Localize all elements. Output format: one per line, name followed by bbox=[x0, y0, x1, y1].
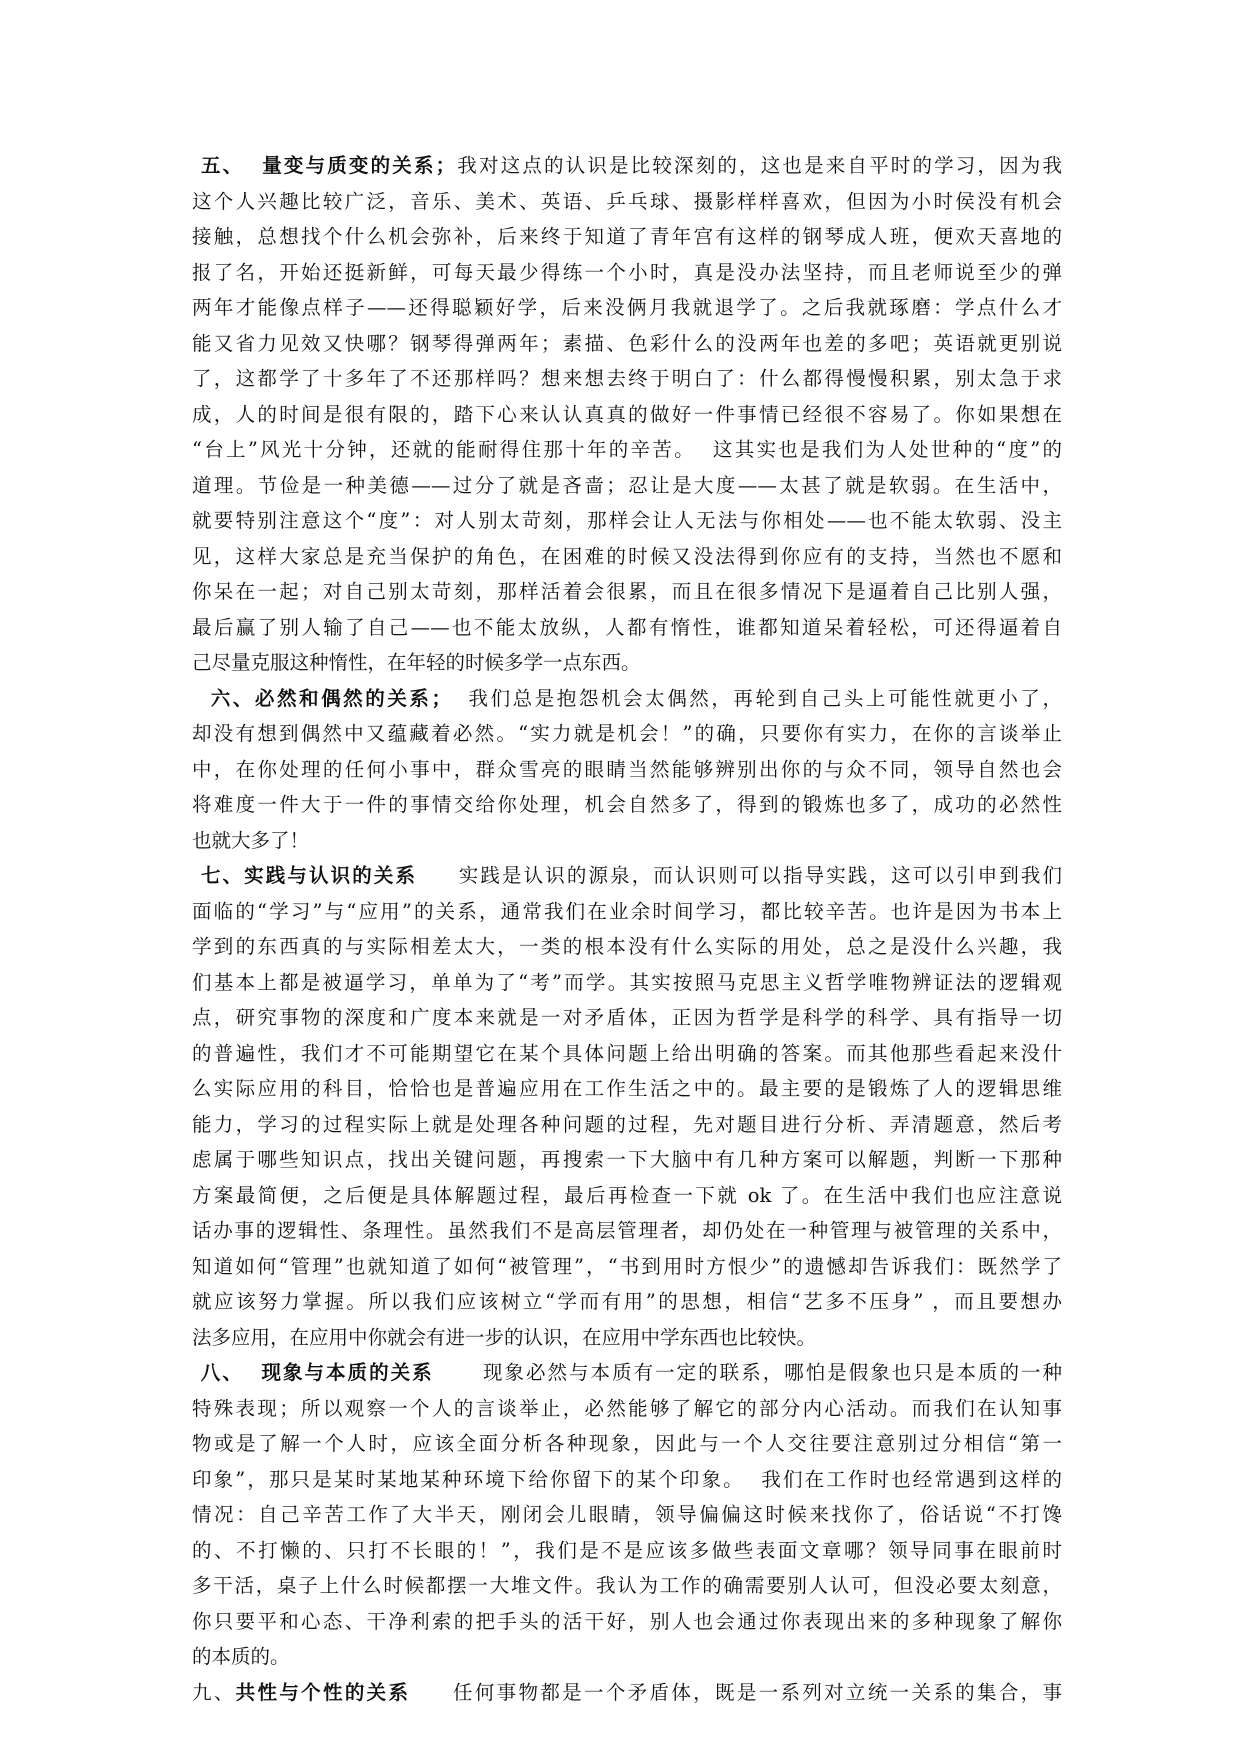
text-line bbox=[192, 1675, 1062, 1711]
text-line bbox=[192, 397, 1062, 433]
text-line bbox=[192, 1036, 1062, 1072]
body-text: 知道如何“管理”也就知道了如何“被管理”，“书到用时方恨少”的遗憾却告诉我们：既然学了 bbox=[192, 1254, 1062, 1278]
body-text: 你只要平和心态、干净利索的把手头的活干好，别人也会通过你表现出来的多种现象了解你 bbox=[192, 1609, 1062, 1633]
body-text: 虑属于哪些知识点，找出关键问题，再搜索一下大脑中有几种方案可以解题，判断一下那种 bbox=[192, 1148, 1062, 1171]
text-line bbox=[192, 1320, 1062, 1356]
body-text: 的普遍性，我们才不可能期望它在某个具体问题上给出明确的答案。而其他那些看起来没什 bbox=[192, 1041, 1062, 1065]
body-text: 就要特别注意这个“度”：对人别太苛刻，那样会让人无法与你相处——也不能太软弱、没主 bbox=[192, 509, 1062, 532]
body-text: 成，人的时间是很有限的，踏下心来认认真真的做好一件事情已经很不容易了。你如果想在 bbox=[192, 402, 1062, 426]
body-text: 印象”，那只是某时某地某种环境下给你留下的某个印象。 我们在工作时也经常遇到这样的 bbox=[192, 1467, 1062, 1491]
section-heading: 七、实践与认识的关系 bbox=[192, 864, 418, 887]
body-text: 物或是了解一个人时，应该全面分析各种现象，因此与一个人交往要注意别过分相信“第一 bbox=[192, 1432, 1062, 1455]
text-line bbox=[192, 326, 1062, 362]
body-text: 么实际应用的科目，恰恰也是普遍应用在工作生活之中的。最主要的是锻炼了人的逻辑思维 bbox=[192, 1077, 1062, 1100]
text-line bbox=[192, 1000, 1062, 1036]
text-line bbox=[192, 1284, 1062, 1320]
text-line bbox=[192, 1568, 1062, 1604]
text-line bbox=[192, 894, 1062, 930]
text-line bbox=[192, 610, 1062, 646]
body-text: 将难度一件大于一件的事情交给你处理，机会自然多了，得到的锻炼也多了，成功的必然性 bbox=[192, 793, 1062, 816]
text-line bbox=[192, 1639, 1062, 1675]
text-line bbox=[192, 1178, 1062, 1214]
body-text: 己尽量克服这种惰性，在年轻的时候多学一点东西。 bbox=[192, 651, 641, 674]
text-line bbox=[192, 468, 1062, 504]
text-line bbox=[192, 1426, 1062, 1462]
text-line bbox=[192, 1497, 1062, 1533]
text-line bbox=[192, 539, 1062, 575]
text-line bbox=[192, 361, 1062, 397]
text-line bbox=[192, 255, 1062, 291]
body-text: 能又省力见效又快哪？钢琴得弹两年；素描、色彩什么的没两年也差的多吧；英语就更别说 bbox=[192, 331, 1062, 355]
text-line bbox=[192, 787, 1062, 823]
body-text: 最后赢了别人输了自己——也不能太放纵，人都有惰性，谁都知道呆着轻松，可还得逼着自 bbox=[192, 615, 1062, 639]
body-text: 法多应用，在应用中你就会有进一步的认识，在应用中学东西也比较快。 bbox=[192, 1325, 817, 1349]
body-text: 现象必然与本质有一定的联系，哪怕是假象也只是本质的一种 bbox=[433, 1361, 1062, 1384]
body-text: 的本质的。 bbox=[192, 1645, 290, 1668]
body-text: 我们总是抱怨机会太偶然，再轮到自己头上可能性就更小了， bbox=[450, 686, 1062, 710]
text-line bbox=[192, 752, 1062, 788]
body-text: 任何事物都是一个矛盾体，既是一系列对立统一关系的集合，事 bbox=[410, 1680, 1062, 1704]
text-line bbox=[192, 1355, 1062, 1391]
text-line bbox=[192, 1462, 1062, 1498]
body-text: 这个人兴趣比较广泛，音乐、美术、英语、乒乓球、摄影样样喜欢，但因为小时侯没有机会 bbox=[192, 189, 1062, 213]
section-heading: 共性与个性的关系 bbox=[235, 1680, 411, 1704]
body-text: 我对这点的认识是比较深刻的，这也是来自平时的学习，因为我 bbox=[455, 154, 1062, 177]
text-line bbox=[192, 1391, 1062, 1427]
body-text: 特殊表现；所以观察一个人的言谈举止，必然能够了解它的部分内心活动。而我们在认知事 bbox=[192, 1396, 1062, 1420]
section-heading: 六、必然和偶然的关系； bbox=[192, 686, 451, 710]
body-text: 面临的“学习”与“应用”的关系，通常我们在业余时间学习，都比较辛苦。也许是因为书本上 bbox=[192, 899, 1062, 923]
text-line bbox=[192, 1071, 1062, 1107]
body-text: 就应该努力掌握。所以我们应该树立“学而有用”的思想，相信“艺多不压身” ，而且要想办 bbox=[192, 1290, 1062, 1313]
text-line bbox=[192, 929, 1062, 965]
text-line bbox=[192, 1249, 1062, 1285]
body-text: 了，这都学了十多年了不还那样吗？想来想去终于明白了：什么都得慢慢积累，别太急于求 bbox=[192, 367, 1062, 390]
body-text: 见，这样大家总是充当保护的角色，在困难的时候又没法得到你应有的支持，当然也不愿和 bbox=[192, 544, 1062, 568]
body-text: 情况：自己辛苦工作了大半天，刚闭会儿眼睛，领导偏偏这时候来找你了，俗话说“不打馋 bbox=[192, 1503, 1062, 1526]
body-text: 能力，学习的过程实际上就是处理各种问题的过程，先对题目进行分析、弄清题意，然后考 bbox=[192, 1112, 1062, 1136]
body-text: 实践是认识的源泉，而认识则可以指导实践，这可以引申到我们 bbox=[417, 864, 1062, 887]
body-text: 却没有想到偶然中又蕴藏着必然。“实力就是机会！”的确，只要你有实力，在你的言谈举止 bbox=[192, 722, 1062, 745]
text-line bbox=[192, 1107, 1062, 1143]
body-text: 报了名，开始还挺新鲜，可每天最少得练一个小时，真是没办法坚持，而且老师说至少的弹 bbox=[192, 260, 1062, 284]
text-line bbox=[192, 1142, 1062, 1178]
text-line bbox=[192, 858, 1062, 894]
body-text: 话办事的逻辑性、条理性。虽然我们不是高层管理者，却仍处在一种管理与被管理的关系中， bbox=[192, 1219, 1062, 1242]
body-text: 接触，总想找个什么机会弥补，后来终于知道了青年宫有这样的钢琴成人班，便欢天喜地的 bbox=[192, 225, 1062, 248]
text-line bbox=[192, 503, 1062, 539]
body-text: 中，在你处理的任何小事中，群众雪亮的眼睛当然能够辨别出你的与众不同，领导自然也会 bbox=[192, 757, 1062, 781]
document-body bbox=[192, 148, 1062, 1710]
body-text: 点，研究事物的深度和广度本来就是一对矛盾体，正因为哲学是科学的科学、具有指导一切 bbox=[192, 1006, 1062, 1029]
body-text: 也就大多了！ bbox=[192, 828, 310, 852]
body-text: 九、 bbox=[192, 1680, 236, 1704]
text-line bbox=[192, 645, 1062, 681]
text-line bbox=[192, 823, 1062, 859]
text-line bbox=[192, 574, 1062, 610]
text-line bbox=[192, 290, 1062, 326]
section-heading: 五、 量变与质变的关系； bbox=[192, 154, 456, 177]
text-line bbox=[192, 681, 1062, 717]
text-line bbox=[192, 716, 1062, 752]
text-line bbox=[192, 1213, 1062, 1249]
text-line bbox=[192, 965, 1062, 1001]
body-text: 你呆在一起；对自己别太苛刻，那样活着会很累，而且在很多情况下是逼着自己比别人强， bbox=[192, 580, 1062, 603]
body-text: 的、不打懒的、只打不长眼的！”，我们是不是应该多做些表面文章哪？领导同事在眼前时 bbox=[192, 1538, 1062, 1562]
section-heading: 八、 现象与本质的关系 bbox=[192, 1361, 434, 1384]
body-text: 学到的东西真的与实际相差太大，一类的根本没有什么实际的用处，总之是没什么兴趣，我 bbox=[192, 935, 1062, 958]
text-line bbox=[192, 1533, 1062, 1569]
body-text: 两年才能像点样子——还得聪颖好学，后来没俩月我就退学了。之后我就琢磨：学点什么才 bbox=[192, 296, 1062, 319]
text-line bbox=[192, 1604, 1062, 1640]
text-line bbox=[192, 432, 1062, 468]
body-text: 方案最简便，之后便是具体解题过程，最后再检查一下就 ok 了。在生活中我们也应注意说 bbox=[192, 1183, 1062, 1207]
text-line bbox=[192, 219, 1062, 255]
body-text: 道理。节俭是一种美德——过分了就是吝啬；忍让是大度——太甚了就是软弱。在生活中， bbox=[192, 473, 1062, 497]
text-line bbox=[192, 148, 1062, 184]
body-text: “台上”风光十分钟，还就的能耐得住那十年的辛苦。 这其实也是我们为人处世种的“度”的 bbox=[192, 438, 1062, 461]
body-text: 多干活，桌子上什么时候都摆一大堆文件。我认为工作的确需要别人认可，但没必要太刻意， bbox=[192, 1574, 1062, 1597]
body-text: 们基本上都是被逼学习，单单为了“考”而学。其实按照马克思主义哲学唯物辨证法的逻辑观 bbox=[192, 970, 1062, 994]
text-line bbox=[192, 184, 1062, 220]
